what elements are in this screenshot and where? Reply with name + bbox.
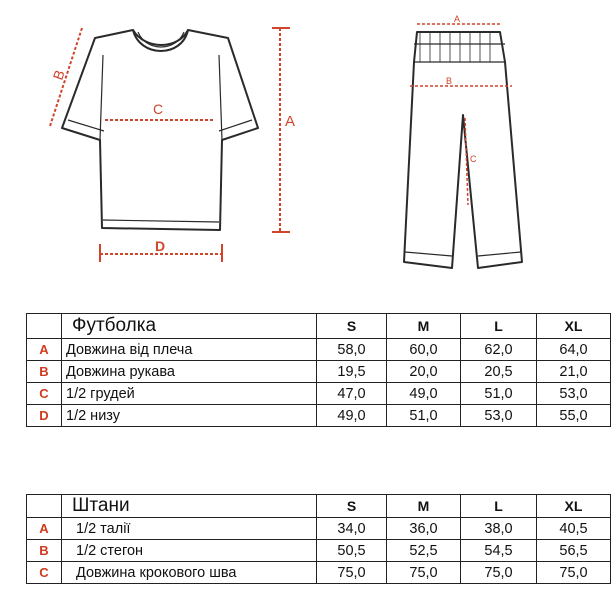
row-letter: A <box>27 518 62 540</box>
row-label: 1/2 низу <box>62 405 317 427</box>
size-diagram <box>0 0 611 300</box>
pants-size-table <box>26 494 611 584</box>
table-row <box>27 339 611 361</box>
cell-value: 53,0 <box>537 383 611 405</box>
cell-value: 36,0 <box>387 518 461 540</box>
tshirt-icon <box>62 30 258 230</box>
cell-value: 50,5 <box>317 540 387 562</box>
cell-value: 56,5 <box>537 540 611 562</box>
cell-value: 40,5 <box>537 518 611 540</box>
cell-value: 47,0 <box>317 383 387 405</box>
size-header: S <box>317 314 387 339</box>
cell-value: 64,0 <box>537 339 611 361</box>
size-header: S <box>317 495 387 518</box>
row-letter: D <box>27 405 62 427</box>
cell-value: 55,0 <box>537 405 611 427</box>
row-letter: B <box>27 540 62 562</box>
table-row <box>27 562 611 584</box>
cell-value: 62,0 <box>461 339 537 361</box>
cell-value: 34,0 <box>317 518 387 540</box>
tshirt-label-c: C <box>153 101 164 117</box>
row-label: 1/2 грудей <box>62 383 317 405</box>
cell-value: 75,0 <box>537 562 611 584</box>
row-label: Довжина рукава <box>62 361 317 383</box>
row-letter: C <box>27 383 62 405</box>
size-header: L <box>461 314 537 339</box>
cell-value: 54,5 <box>461 540 537 562</box>
cell-value: 20,5 <box>461 361 537 383</box>
row-label: Довжина крокового шва <box>62 562 317 584</box>
cell-value: 49,0 <box>387 383 461 405</box>
tshirt-label-a: A <box>285 113 296 130</box>
size-header: L <box>461 495 537 518</box>
pants-label-a: A <box>454 14 461 24</box>
table-title: Футболка <box>62 314 317 339</box>
table-header-row <box>27 495 611 518</box>
cell-value: 49,0 <box>317 405 387 427</box>
table-row <box>27 540 611 562</box>
cell-value: 19,5 <box>317 361 387 383</box>
pants-label-b: B <box>446 76 453 86</box>
table-row <box>27 405 611 427</box>
row-letter: C <box>27 562 62 584</box>
cell-value: 51,0 <box>461 383 537 405</box>
cell-value: 52,5 <box>387 540 461 562</box>
cell-value: 75,0 <box>317 562 387 584</box>
row-label: Довжина від плеча <box>62 339 317 361</box>
table-header-row <box>27 314 611 339</box>
cell-value: 53,0 <box>461 405 537 427</box>
table-row <box>27 518 611 540</box>
cell-value: 51,0 <box>387 405 461 427</box>
size-header: M <box>387 314 461 339</box>
row-label: 1/2 стегон <box>62 540 317 562</box>
pants-label-c: C <box>470 154 477 164</box>
cell-value: 38,0 <box>461 518 537 540</box>
table-row <box>27 383 611 405</box>
cell-value: 75,0 <box>387 562 461 584</box>
tshirt-size-table <box>26 313 611 427</box>
cell-value: 58,0 <box>317 339 387 361</box>
size-header: XL <box>537 314 611 339</box>
row-letter: A <box>27 339 62 361</box>
cell-value: 20,0 <box>387 361 461 383</box>
tshirt-label-d: D <box>155 238 166 254</box>
row-label: 1/2 талії <box>62 518 317 540</box>
tshirt-label-b: B <box>49 67 68 83</box>
size-header: XL <box>537 495 611 518</box>
table-title: Штани <box>62 495 317 518</box>
pants-icon <box>404 32 522 268</box>
size-header: M <box>387 495 461 518</box>
row-letter: B <box>27 361 62 383</box>
table-row <box>27 361 611 383</box>
cell-value: 75,0 <box>461 562 537 584</box>
cell-value: 60,0 <box>387 339 461 361</box>
cell-value: 21,0 <box>537 361 611 383</box>
